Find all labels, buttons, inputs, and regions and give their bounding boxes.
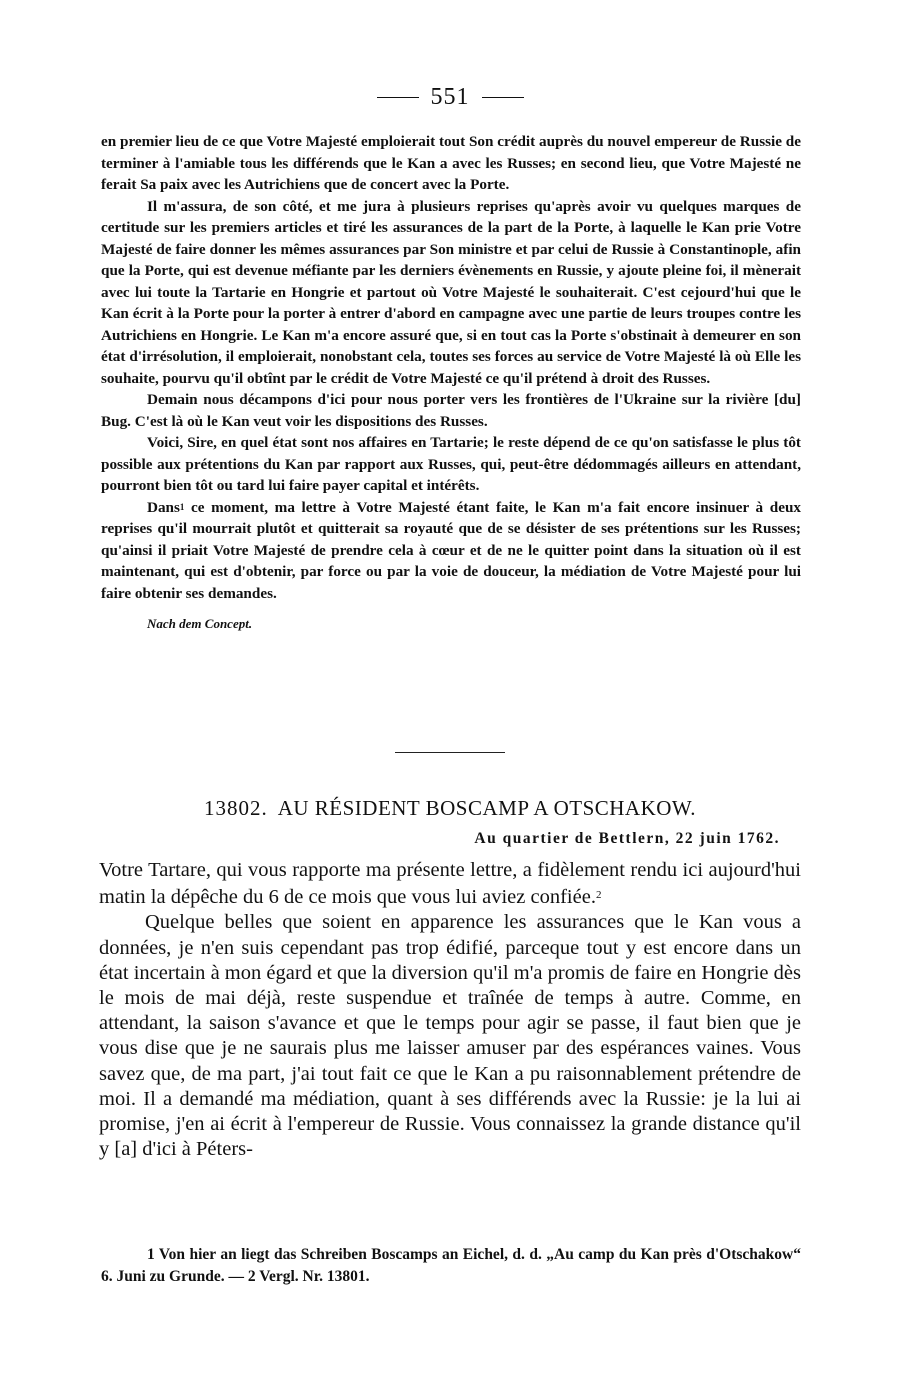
paragraph — [101, 497, 801, 605]
paragraph-text: Votre Tartare, qui vous rapporte ma présente lettre, a fidèlement rendu ici aujourd'hui matin la dépêche du 6 de ce mois que vous lui aviez confiée. — [99, 859, 801, 909]
letter-number: 13802. — [203, 796, 268, 820]
paragraph: Il m'assura, de son côté, et me jura à plusieurs reprises qu'après avoir vu quelques marques de certitude sur les premiers articles et tiré les assurances de la part de la Porte, à laquelle le Kan prie Votre Majesté de faire donner les mêmes assurances par Son ministre et par celui de Russie à Constantinople, afin que la Porte, qui est devenue méfiante par les derniers évènements en Russie, y ajoute pleine foi, il mènerait avec lui toute la Tartarie en Hongrie et partout où Votre Majesté le souhaiterait. C'est cejourd'hui que le Kan écrit à la Porte pour la porter à entrer d'abord en campagne avec une partie de leurs troupes contre les Autrichiens en Hongrie. Le Kan m'a encore assuré que, si en tout cas la Porte s'obstinait à demeurer en son état d'irrésolution, il emploierait, nonobstant cela, toutes ses forces au service de Votre Majesté là où Elle les souhaite, pourvu qu'il obtînt par le crédit de Votre Majesté ce qu'il prétend à droit des Russes. — [101, 197, 801, 387]
section-divider — [395, 752, 505, 753]
paragraph: Quelque belles que soient en apparence les assurances que le Kan vous a données, je n'en suis cependant pas trop édifié, parceque tout y est encore dans un état incertain à mon égard et que la diversion qu'il m'a promis de faire en Hongrie dès le mois de mai déjà, reste suspendue et traînée de temps à autre. Comme, en attendant, la saison s'avance et que le temps pour agir se passe, il faut bien que je vous dise que je ne saurais plus me laisser amuser par des espérances vaines. Vous savez que, de ma part, j'ai tout fait ce que le Kan a pu raisonnablement prétendre de moi. Il a demandé ma médiation, quant à ses différends avec la Russie: je la lui ai promise, j'en ai écrit à l'empereur de Russie. Vous connaissez la grande distance qu'il y [a] d'ici à Péters- — [99, 911, 801, 1161]
paragraph: Voici, Sire, en quel état sont nos affaires en Tartarie; le reste dépend de ce qu'on satisfasse le plus tôt possible aux prétentions du Kan par rapport aux Russes, qui, peut-être dédommagés ailleurs en attendant, pourront bien tôt ou tard lui faire payer capital et intérêts. — [101, 434, 801, 494]
header-dash-left — [377, 97, 419, 99]
footnote-text: 1 Von hier an liegt das Schreiben Boscamps an Eichel, d. d. „Au camp du Kan près d'Otschakow“ 6. Juni zu Grunde. — 2 Vergl. Nr. 13801. — [101, 1246, 801, 1285]
footnotes — [101, 1244, 801, 1288]
source-note: Nach dem Concept. — [147, 616, 253, 631]
page-number: 551 — [430, 84, 470, 110]
paragraph: en premier lieu de ce que Votre Majesté emploierait tout Son crédit auprès du nouvel empereur de Russie de terminer à l'amiable tous les différends que le Kan a avec les Russes; en second lieu, que Votre Majesté ne ferait Sa paix avec les Autrichiens que de concert avec la Porte. — [101, 133, 801, 193]
letter-title: AU RÉSIDENT BOSCAMP A OTSCHAKOW. — [277, 796, 697, 820]
page-header — [0, 84, 900, 111]
footnote-marker: 1 — [179, 501, 185, 512]
letter-dateline: Au quartier de Bettlern, 22 juin 1762. — [474, 830, 780, 847]
paragraph — [99, 858, 801, 910]
letter-body — [99, 858, 801, 1162]
header-dash-right — [482, 97, 524, 99]
footnote-marker: 2 — [595, 889, 602, 902]
previous-letter-text — [101, 131, 801, 635]
paragraph: Demain nous décampons d'ici pour nous porter vers les frontières de l'Ukraine sur la rivière [du] Bug. C'est là où le Kan veut voir les dispositions des Russes. — [101, 391, 801, 430]
paragraph-rest: ce moment, ma lettre à Votre Majesté étant faite, le Kan m'a fait encore insinuer à deux reprises qu'il mourrait plutôt et quitterait sa royauté que de se désister de ses prétentions sur les Russes; qu'ainsi il priait Votre Majesté de prendre cela à cœur et de ne le quitter point dans la situation où il est maintenant, qui est d'obtenir, par force ou par la voie de douceur, la médiation de Votre Majesté pour lui faire obtenir ses demandes. — [101, 498, 801, 602]
paragraph-lead: Dans — [147, 498, 180, 516]
letter-heading — [0, 796, 900, 821]
